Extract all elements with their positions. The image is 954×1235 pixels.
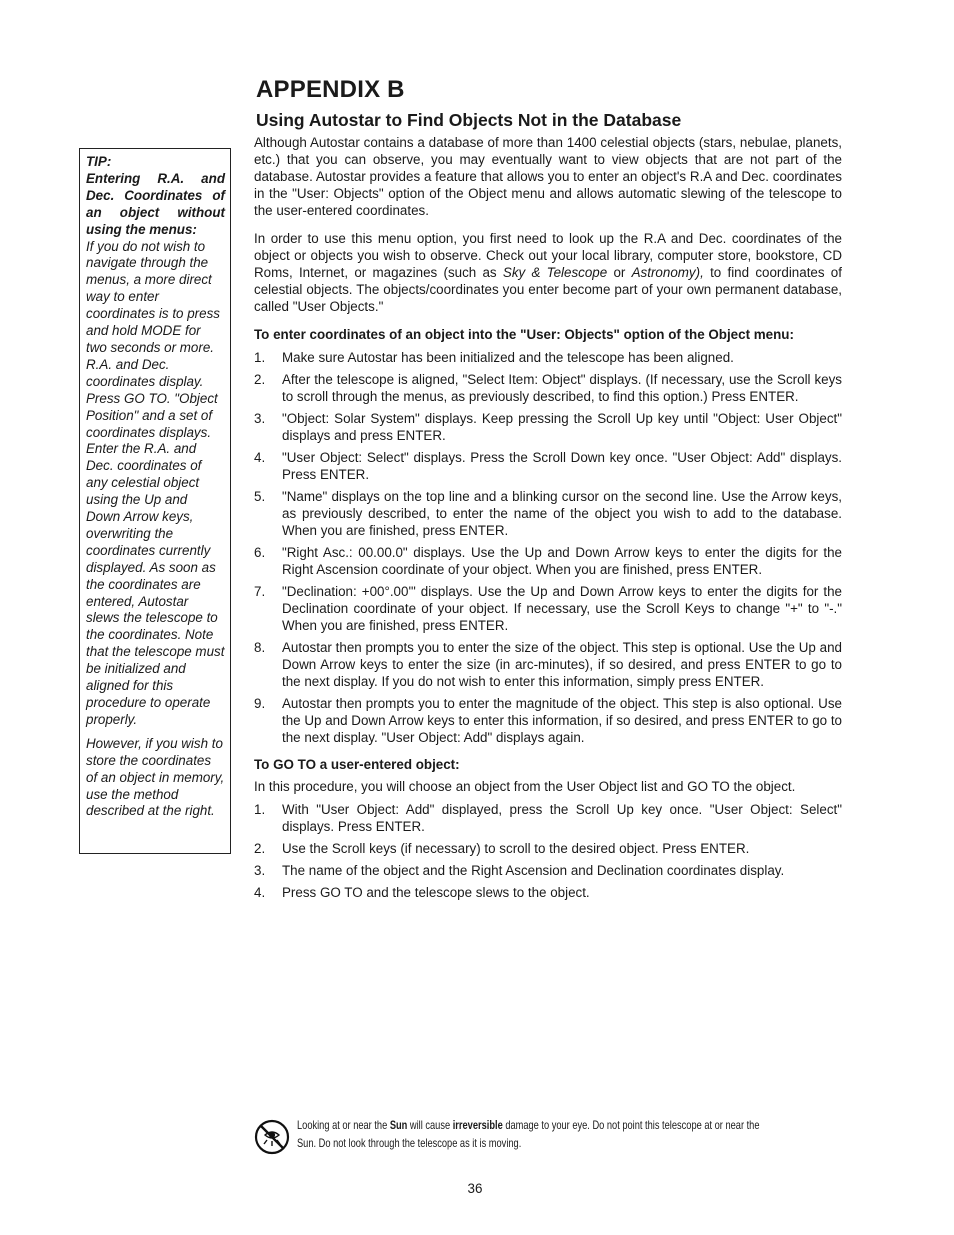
step-number: 3.	[254, 411, 266, 426]
step-item	[254, 349, 842, 366]
step-text: Autostar then prompts you to enter the size of the object. This step is optional. Use the Up and Down Arrow keys to enter the size (in arc-minutes), if so desired, and press ENTER to go to the next display. If you do not wish to enter this information, simply press ENTER.	[282, 640, 842, 689]
step-item	[254, 884, 842, 901]
step-item	[254, 862, 842, 879]
procedure-heading: To enter coordinates of an object into the "User: Objects" option of the Object menu:	[254, 327, 794, 342]
step-text: "User Object: Select" displays. Press the Scroll Down key once. "User Object: Add" displays. Press ENTER.	[282, 450, 842, 482]
text-span: In order to use this menu option, you first need to look up the R.A and Dec. coordinates of the object or objects you wish to observe. Check out your local library, computer store, bookstore, CD Roms, Internet, or magazines (such as	[254, 231, 842, 280]
step-number: 1.	[254, 350, 266, 365]
tip-box	[79, 148, 231, 854]
step-number: 7.	[254, 584, 266, 599]
step-text: "Name" displays on the top line and a blinking cursor on the second line. Use the Arrow keys, as previously described, to enter the name of the object you wish to add to the database. When you are finished, press ENTER.	[282, 489, 842, 538]
page-number-text: 36	[467, 1181, 483, 1196]
intro-paragraph: Although Autostar contains a database of more than 1400 celestial objects (stars, nebulae, planets, etc.) that you can observe, you may eventually want to view objects that are not part of the database. Autostar provides a feature that allows you to enter an object's R.A and Dec. coordinates in the "User: Objects" option of the Object menu and allows automatic slewing of the telescope to the user-entered coordinates.	[254, 135, 842, 218]
step-item	[254, 695, 842, 746]
text-span: or	[607, 265, 632, 280]
sun-warning	[254, 1116, 854, 1156]
text-span: will cause	[407, 1119, 453, 1132]
step-text: Use the Scroll keys (if necessary) to scroll to the desired object. Press ENTER.	[282, 841, 750, 856]
appendix-title: APPENDIX B	[256, 76, 405, 103]
step-item	[254, 488, 842, 539]
procedure-intro: In this procedure, you will choose an object from the User Object list and GO TO the object.	[254, 779, 796, 794]
step-item	[254, 410, 842, 444]
magazine-title: Astronomy),	[631, 265, 704, 280]
step-text: "Object: Solar System" displays. Keep pressing the Scroll Up key until "Object: User Object" displays and press ENTER.	[282, 411, 842, 443]
step-item	[254, 801, 842, 835]
step-list	[254, 801, 842, 901]
tip-paragraph: If you do not wish to navigate through the menus, a more direct way to enter coordinates is to press and hold MODE for two seconds or more. R.A. and Dec. coordinates display. Press GO TO. "Object Position" and a set of coordinates displays. Enter the R.A. and Dec. coordinates of any celestial object using the Up and Down Arrow keys, overwriting the coordinates currently displayed. As soon as the coordinates are entered, Autostar slews the telescope to the coordinates. Note that the telescope must be initialized and aligned for this procedure to operate properly.	[86, 238, 225, 727]
step-text: With "User Object: Add" displayed, press the Scroll Up key once. "User Object: Select" displays. Press ENTER.	[282, 802, 842, 834]
step-text: Press GO TO and the telescope slews to the object.	[282, 885, 590, 900]
step-item	[254, 449, 842, 483]
step-number: 9.	[254, 696, 266, 711]
main-content	[254, 134, 842, 906]
no-sun-viewing-icon	[254, 1119, 290, 1155]
step-number: 2.	[254, 372, 266, 387]
step-text: After the telescope is aligned, "Select Item: Object" displays. (If necessary, use the Scroll keys to scroll through the menus, as previously described, to find this option.) Press ENTER.	[282, 372, 842, 404]
body-paragraph	[254, 230, 842, 315]
step-item	[254, 544, 842, 578]
step-text: The name of the object and the Right Ascension and Declination coordinates display.	[282, 863, 785, 878]
tip-label: TIP:	[86, 154, 112, 169]
step-item	[254, 583, 842, 634]
step-text: "Declination: +00°.00'" displays. Use the Up and Down Arrow keys to enter the digits for the Declination coordinate of your object. If necessary, use the Scroll Keys to change "+" to "-." When you are finished, press ENTER.	[282, 584, 842, 633]
tip-paragraph: However, if you wish to store the coordinates of an object in memory, use the method described at the right.	[86, 735, 225, 819]
step-item	[254, 840, 842, 857]
step-text: Make sure Autostar has been initialized and the telescope has been aligned.	[282, 350, 734, 365]
text-span: Looking at or near the	[297, 1119, 390, 1132]
emphasis: irreversible	[452, 1119, 503, 1132]
tip-heading: Entering R.A. and Dec. Coordinates of an object without using the menus:	[86, 170, 225, 237]
text-span: to find coordinates of celestial objects. The objects/coordinates you enter become part of your own permanent database, called "User Objects."	[254, 265, 842, 314]
step-number: 4.	[254, 885, 266, 900]
step-number: 8.	[254, 640, 266, 655]
procedure-heading: To GO TO a user-entered object:	[254, 757, 460, 772]
step-item	[254, 639, 842, 690]
step-number: 3.	[254, 863, 266, 878]
step-text: Autostar then prompts you to enter the magnitude of the object. This step is also optional. Use the Up and Down Arrow keys to enter this information, if so desired, and press ENTER to go to the next display. "User Object: Add" displays again.	[282, 696, 842, 745]
step-number: 4.	[254, 450, 266, 465]
warning-text	[297, 1117, 857, 1152]
warning-line: Sun. Do not look through the telescope as it is moving.	[297, 1136, 522, 1150]
step-list	[254, 349, 842, 746]
step-text: "Right Asc.: 00.00.0" displays. Use the Up and Down Arrow keys to enter the digits for the Right Ascension coordinate of your object. When you are finished, press ENTER.	[282, 545, 842, 577]
emphasis: Sun	[389, 1119, 408, 1132]
step-number: 5.	[254, 489, 266, 504]
text-span: damage to your eye. Do not point this telescope at or near the	[502, 1119, 760, 1132]
page-number	[0, 1181, 954, 1196]
step-item	[254, 371, 842, 405]
step-number: 6.	[254, 545, 266, 560]
step-number: 1.	[254, 802, 266, 817]
warning-line	[297, 1117, 857, 1135]
magazine-title: Sky & Telescope	[502, 265, 608, 280]
section-title: Using Autostar to Find Objects Not in the Database	[256, 110, 682, 130]
step-number: 2.	[254, 841, 266, 856]
